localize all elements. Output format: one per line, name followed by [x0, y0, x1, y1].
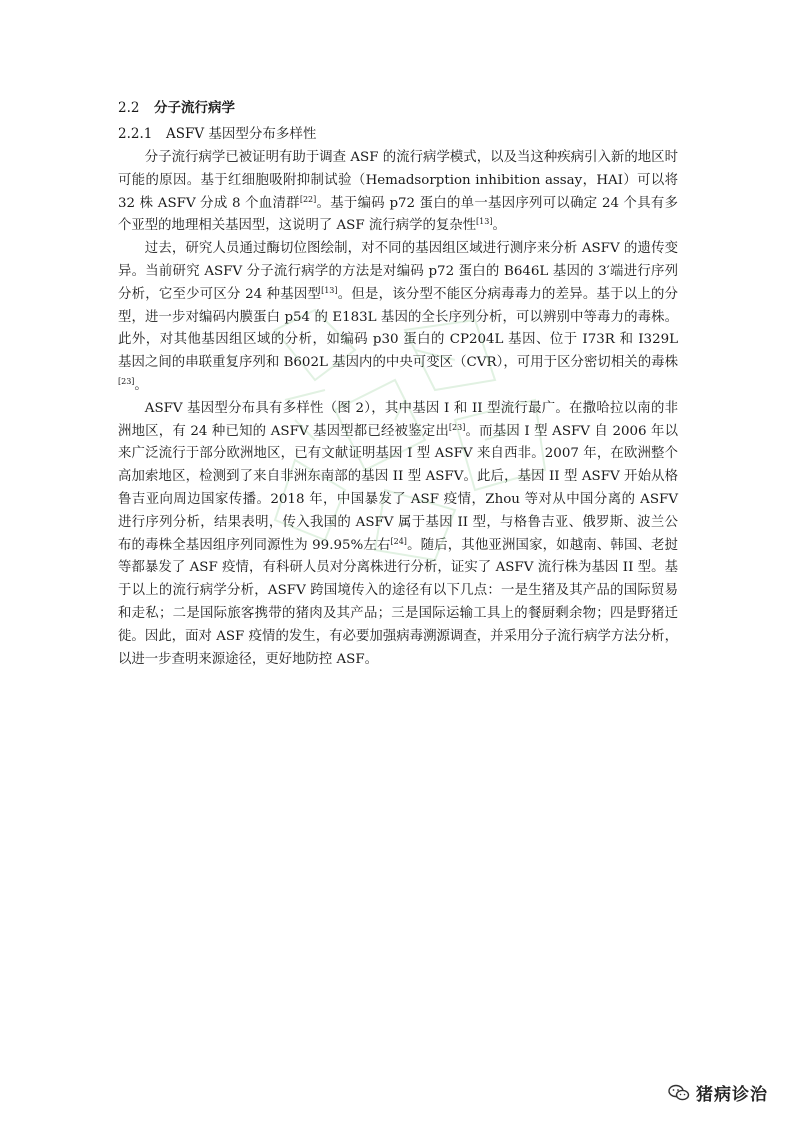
text-run: 。随后，其他亚洲国家，如越南、韩国、老挝等都暴发了 ASF 疫情，有科研人员对分离株进行分析，证实了 ASFV 流行株为基因 II 型。基于以上的流行病学分析，ASFV 跨国境传入的途径有以下几点：一是生猪及其产品的国际贸易和走私；二是国际旅客携带的猪肉及其产品；三是国际运输工具上的餐厨剩余物；四是野猪迁徙。因此，面对 ASF 疫情的发生，有必要加强病毒溯源调查，并采用分子流行病学方法分析，以进一步查明来源途径，更好地防控 ASF。 [118, 537, 678, 667]
text-run: 过去，研究人员通过酶切位图绘制，对不同的基因组区域进行测序来分析 ASFV 的遗传变异。当前研究 ASFV 分子流行病学的方法是对编码 p72 蛋白的 B646L 基因的 3′端进行序列分析，它至少可区分 24 种基因型 [118, 241, 678, 302]
text-run: 。但是，该分型不能区分病毒毒力的差异。基于以上的分型，进一步对编码内膜蛋白 p54 的 E183L 基因的全长序列分析，可以辨别中等毒力的毒株。此外，对其他基因组区域的分析，如编码 p30 蛋白的 CP204L 基因、位于 I73R 和 I329L 基因之间的串联重复序列和 B602L 基因内的中央可变区（CVR），可用于区分密切相关的毒株 [118, 286, 678, 371]
text-run: ASFV 基因型分布具有多样性（图 2），其中基因 I 和 II 型流行最广。在撒哈拉以南的非洲地区，有 24 种已知的 ASFV 基因型都已经被鉴定出 [118, 400, 678, 439]
section-heading [118, 96, 235, 116]
text-run: 。 [134, 377, 148, 393]
paragraph [118, 398, 678, 672]
footer-brand [668, 1080, 768, 1105]
paragraph [118, 147, 678, 238]
body-text [118, 147, 678, 671]
text-run: 。基于编码 p72 蛋白的单一基因序列可以确定 24 个具有多个亚型的地理相关基因型，这说明了 ASF 流行病学的复杂性 [118, 195, 678, 234]
subsection-number: 2.2.1 [118, 126, 153, 142]
paragraph [118, 238, 678, 398]
citation[interactable]: [22] [299, 194, 317, 204]
citation[interactable]: [23] [448, 422, 466, 432]
subsection-heading [118, 122, 316, 142]
text-run: 分子流行病学已被证明有助于调查 ASF 的流行病学模式，以及当这种疾病引入新的地区时可能的原因。基于红细胞吸附抑制试验（Hemadsorption inhibition assay，HAI）可以将 32 株 ASFV 分成 8 个血清群 [118, 150, 678, 211]
section-title: 分子流行病学 [154, 100, 235, 116]
brand-name: 猪病诊治 [696, 1085, 768, 1105]
subsection-title: ASFV 基因型分布多样性 [166, 126, 317, 142]
text-run: 。 [492, 218, 506, 234]
wechat-icon [668, 1084, 690, 1102]
citation[interactable]: [24] [390, 536, 407, 546]
section-number: 2.2 [118, 100, 140, 116]
text-run: 。而基因 I 型 ASFV 自 2006 年以来广泛流行于部分欧洲地区，已有文献证明基因 I 型 ASFV 来自西非。2007 年，在欧洲整个高加索地区，检测到了来自非洲东南部的基因 II 型 ASFV。此后，基因 II 型 ASFV 开始从格鲁吉亚向周边国家传播。2018 年，中国暴发了 ASF 疫情，Zhou 等对从中国分离的 ASFV 进行序列分析，结果表明，传入我国的 ASFV 属于基因 II 型，与格鲁吉亚、俄罗斯、波兰公布的毒株全基因组序列同源性为 99.95%左右 [118, 423, 678, 553]
citation[interactable]: [13] [476, 217, 493, 227]
citation[interactable]: [13] [321, 285, 338, 295]
citation[interactable]: [23] [118, 376, 135, 386]
